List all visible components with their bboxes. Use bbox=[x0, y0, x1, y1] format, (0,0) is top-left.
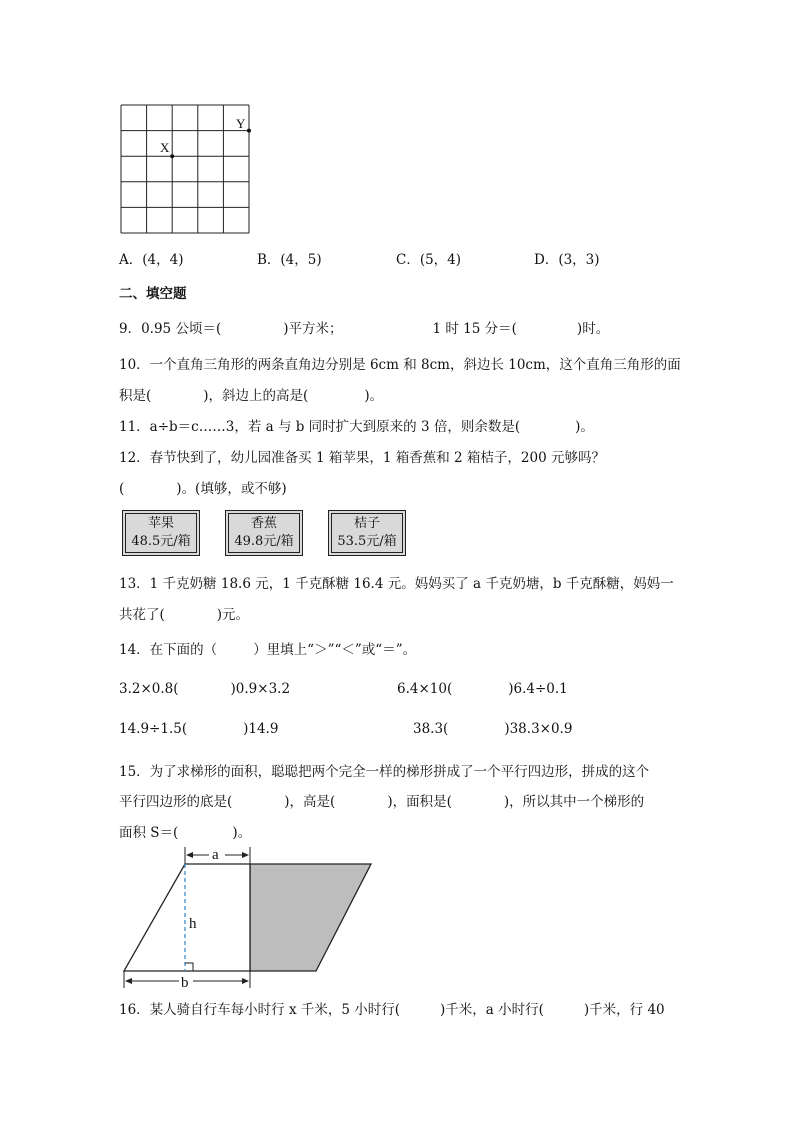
q13-part-a: 共花了( bbox=[119, 607, 165, 623]
option-c: C．(5，4) bbox=[396, 252, 462, 268]
question-15-line-2 bbox=[119, 790, 644, 810]
question-15-line-3 bbox=[119, 821, 251, 841]
q14-r1c2-right: )6.4÷0.1 bbox=[508, 681, 568, 697]
q9-part-d: )时。 bbox=[576, 321, 610, 337]
q10-part-c: )。 bbox=[364, 388, 384, 404]
q12-part-a: ( bbox=[119, 481, 125, 497]
question-11 bbox=[119, 415, 594, 435]
point-y bbox=[247, 129, 251, 133]
price-box-name: 桔子 bbox=[353, 516, 380, 531]
q14-r1c2-left: 6.4×10( bbox=[397, 681, 453, 697]
q16-part-b: )千米，a 小时行( bbox=[440, 1002, 544, 1018]
option-d: D．(3，3) bbox=[534, 252, 600, 268]
question-10-line-2 bbox=[119, 384, 383, 404]
question-15-line-1: 15．为了求梯形的面积，聪聪把两个完全一样的梯形拼成了一个平行四边形，拼成的这个 bbox=[119, 764, 650, 780]
label-b: b bbox=[181, 975, 189, 991]
question-9 bbox=[119, 317, 609, 337]
label-x: X bbox=[160, 140, 170, 155]
q10-part-b: )，斜边上的高是( bbox=[203, 388, 309, 404]
q14-compare-1 bbox=[119, 681, 290, 697]
price-box-price: 49.8元/箱 bbox=[234, 534, 294, 549]
q15-part-f: )。 bbox=[232, 825, 252, 841]
price-box-name: 苹果 bbox=[147, 516, 174, 531]
q15-part-c: )，面积是( bbox=[387, 794, 452, 810]
q12-part-b: )。(填够，或不够) bbox=[176, 481, 287, 497]
q16-part-a: 16．某人骑自行车每小时行 x 千米，5 小时行( bbox=[119, 1002, 401, 1018]
q9-part-b: )平方米； bbox=[283, 321, 343, 337]
arrow-a-right bbox=[242, 852, 249, 858]
q14-part-a: 14．在下面的（ bbox=[119, 642, 218, 658]
question-10-line-1: 10．一个直角三角形的两条直角边分别是 6cm 和 8cm，斜边长 10cm，这个直角三角形的面 bbox=[119, 357, 681, 373]
question-13-line-1: 13．1 千克奶糖 18.6 元，1 千克酥糖 16.4 元。妈妈买了 a 千克奶塘，b 千克酥糖，妈妈一 bbox=[119, 576, 674, 592]
point-x bbox=[170, 154, 174, 158]
section-title: 二、填空题 bbox=[119, 286, 187, 302]
q15-part-e: 面积 S＝( bbox=[119, 825, 179, 841]
q14-r1c1-right: )0.9×3.2 bbox=[230, 681, 291, 697]
q9-part-c: 1 时 15 分＝( bbox=[432, 321, 517, 337]
q14-r2c1-left: 14.9÷1.5( bbox=[119, 721, 188, 737]
question-12-line-1: 12．春节快到了，幼儿园准备买 1 箱苹果，1 箱香蕉和 2 箱桔子，200 元够吗？ bbox=[119, 450, 605, 466]
q14-r1c1-left: 3.2×0.8( bbox=[119, 681, 179, 697]
q14-part-b: ）里填上“＞”“＜”或“＝”。 bbox=[253, 642, 417, 658]
question-14 bbox=[119, 638, 416, 658]
q14-r2c2-right: )38.3×0.9 bbox=[504, 721, 573, 737]
label-a: a bbox=[212, 847, 219, 863]
question-16 bbox=[119, 998, 665, 1018]
q15-part-a: 平行四边形的底是( bbox=[119, 794, 233, 810]
trapezoid-parallelogram-figure bbox=[116, 842, 382, 992]
q14-r2c2-left: 38.3( bbox=[413, 721, 449, 737]
q11-part-a: 11．a÷b＝c……3，若 a 与 b 同时扩大到原来的 3 倍，则余数是( bbox=[119, 419, 521, 435]
arrow-b-right bbox=[242, 978, 249, 984]
label-y: Y bbox=[236, 116, 246, 131]
q16-part-c: )千米，行 40 bbox=[583, 1002, 665, 1018]
q15-part-d: )，所以其中一个梯形的 bbox=[503, 794, 645, 810]
price-box-price: 48.5元/箱 bbox=[131, 534, 191, 549]
q15-part-b: )，高是( bbox=[284, 794, 336, 810]
question-12-line-2 bbox=[119, 477, 287, 497]
arrow-b-left bbox=[125, 978, 132, 984]
price-box-banana bbox=[225, 510, 303, 556]
price-box-name: 香蕉 bbox=[250, 516, 277, 531]
price-box-apple bbox=[122, 510, 200, 556]
arrow-a-left bbox=[186, 852, 193, 858]
question-13-line-2 bbox=[119, 603, 249, 623]
price-box-orange bbox=[328, 510, 406, 556]
q9-part-a: 9．0.95 公顷＝( bbox=[119, 321, 222, 337]
q11-part-b: )。 bbox=[575, 419, 594, 435]
q13-part-b: )元。 bbox=[216, 607, 250, 623]
q14-compare-4 bbox=[413, 721, 572, 737]
q14-compare-3 bbox=[119, 721, 278, 737]
white-trapezoid bbox=[124, 864, 250, 971]
q14-r2c1-right: )14.9 bbox=[243, 721, 279, 737]
label-h: h bbox=[189, 916, 197, 932]
q14-compare-2 bbox=[397, 681, 568, 697]
price-box-price: 53.5元/箱 bbox=[337, 534, 397, 549]
q10-part-a: 积是( bbox=[119, 388, 152, 404]
coordinate-grid-figure bbox=[112, 96, 262, 238]
option-a: A．(4，4) bbox=[119, 252, 184, 268]
shaded-trapezoid bbox=[250, 864, 371, 971]
option-b: B．(4，5) bbox=[257, 252, 322, 268]
